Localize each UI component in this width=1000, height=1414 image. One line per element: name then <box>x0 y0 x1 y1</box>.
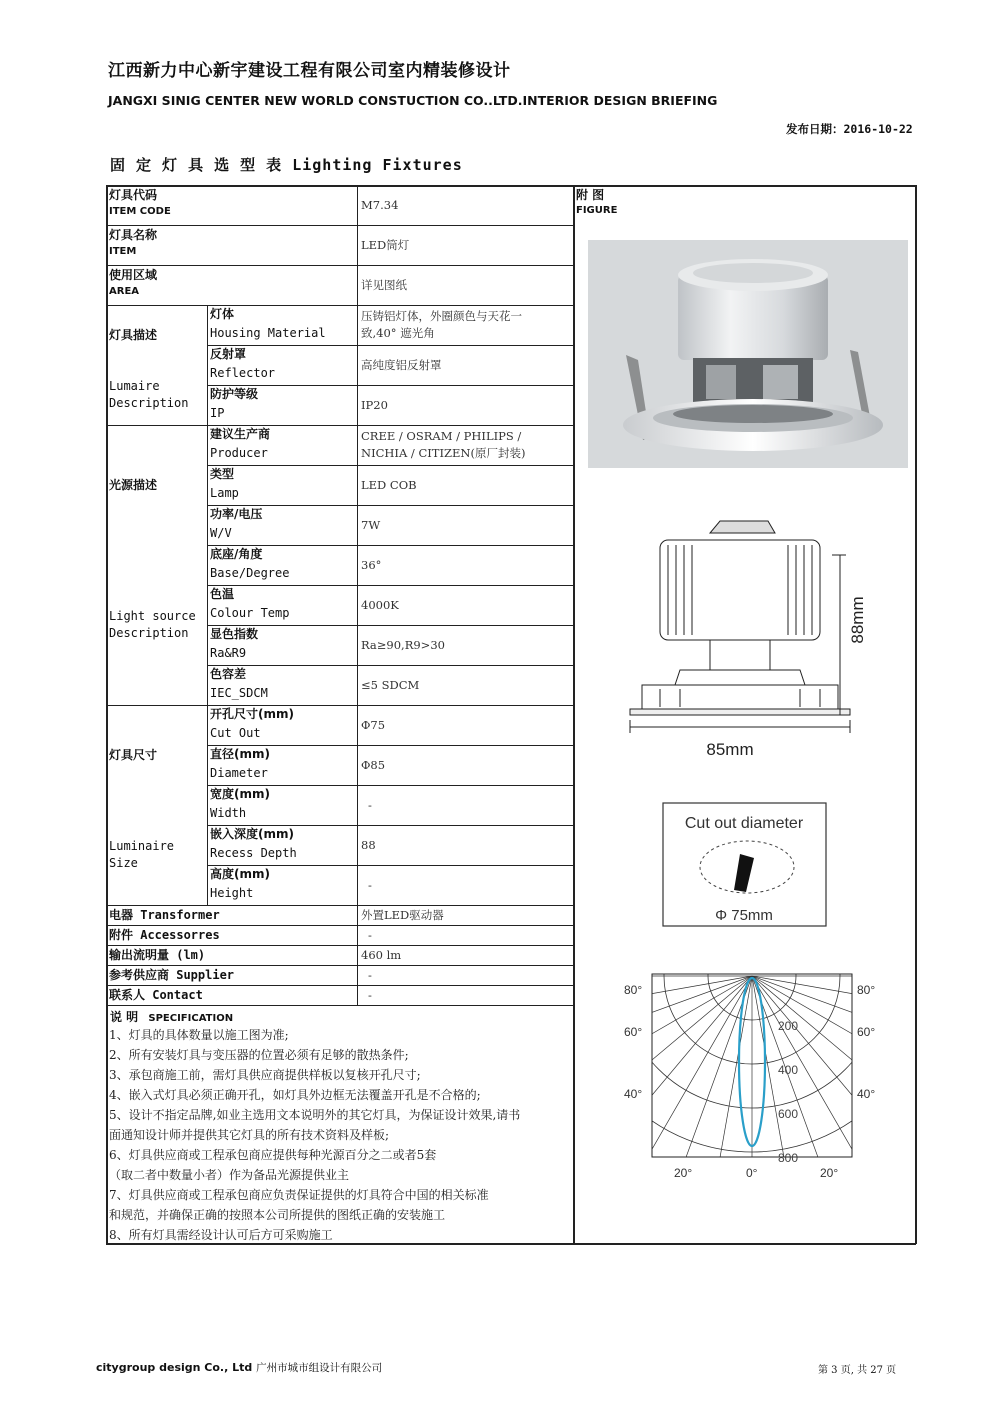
note-line: 面通知设计师并提供其它灯具的所有技术资料及样板; <box>109 1128 390 1142</box>
figure-label <box>576 187 617 218</box>
product-photo <box>588 240 908 468</box>
ra-value: Ra≥90,R9>30 <box>361 638 445 652</box>
angle-label-left: 80° <box>624 983 643 997</box>
base-cn: 底座/角度 <box>210 547 263 561</box>
note-line: 和规范，并确保正确的按照本公司所提供的图纸正确的安装施工 <box>109 1208 446 1222</box>
power-value: 7W <box>361 518 381 532</box>
note-line: 6、灯具供应商或工程承包商应提供每种光源百分之二或者5套 <box>109 1148 437 1162</box>
recess-label <box>210 826 297 863</box>
polar-diagram <box>620 970 885 1185</box>
height-cn: 高度(mm) <box>210 867 270 881</box>
item-value: LED筒灯 <box>361 238 410 252</box>
polar-spoke <box>752 976 855 1185</box>
cutout-diagram-title: Cut out diameter <box>684 815 804 832</box>
radial-label: 800 <box>778 1151 799 1165</box>
lamp-label <box>210 466 239 503</box>
figure-cn: 附 图 <box>576 188 605 202</box>
width-cn: 宽度(mm) <box>210 787 270 801</box>
polar-spoke <box>620 976 752 1126</box>
supplier-label: 参考供应商 Supplier <box>109 968 235 982</box>
housing-value-line1: 压铸铝灯体，外圈颜色与天花一 <box>361 309 522 323</box>
ra-en: Ra&R9 <box>210 646 247 660</box>
notes-list <box>109 1025 575 1245</box>
polar-spoke <box>752 976 885 1126</box>
colour-label <box>210 586 289 623</box>
polar-ring <box>620 970 885 1152</box>
producer-en: Producer <box>210 446 268 460</box>
lamp-value: LED COB <box>361 478 417 492</box>
accessories-value: - <box>368 928 372 942</box>
notes-heading <box>110 1008 233 1025</box>
dimension-drawing <box>620 515 880 765</box>
diameter-value: Φ85 <box>361 758 386 772</box>
width-en: Width <box>210 806 247 820</box>
width-label <box>210 786 270 823</box>
base-en: Base/Degree <box>210 566 290 580</box>
lum-desc-en2: Description <box>109 396 189 410</box>
producer-value <box>361 428 525 462</box>
cutout-en: Cut Out <box>210 726 261 740</box>
polar-spoke <box>649 976 752 1185</box>
light-desc-cn: 光源描述 <box>109 478 158 492</box>
area-value: 详见图纸 <box>361 278 407 292</box>
sdcm-value: ≤5 SDCM <box>361 678 420 692</box>
area-cn: 使用区域 <box>109 268 158 282</box>
lum-desc-en1: Lumaire <box>109 379 160 393</box>
height-value: - <box>368 878 372 892</box>
polar-spoke <box>752 976 885 1185</box>
area-en: AREA <box>109 286 140 297</box>
radial-label: 400 <box>778 1063 799 1077</box>
polar-spoke <box>620 976 752 1169</box>
publish-date: 发布日期：2016-10-22 <box>786 122 913 136</box>
polar-spoke <box>620 976 752 1185</box>
light-desc-en1: Light source <box>109 609 196 623</box>
lum-desc-cn: 灯具描述 <box>109 328 158 342</box>
ra-cn: 显色指数 <box>210 627 259 641</box>
notes-heading-cn: 说 明 <box>110 1010 139 1024</box>
recess-cn: 嵌入深度(mm) <box>210 827 294 841</box>
lum-desc-en <box>109 378 188 412</box>
angle-label-left: 40° <box>624 1087 643 1101</box>
area-label <box>109 267 157 300</box>
supplier-value: - <box>368 968 372 982</box>
footer-company <box>96 1360 382 1375</box>
housing-cn: 灯体 <box>210 307 235 321</box>
housing-value <box>361 308 522 342</box>
transformer-value: 外置LED驱动器 <box>361 908 444 922</box>
footer-company-cn: 广州市城市组设计有限公司 <box>256 1362 383 1374</box>
angle-label-right: 60° <box>857 1025 876 1039</box>
figure-en: FIGURE <box>576 205 618 216</box>
producer-label <box>210 426 270 463</box>
radial-label: 200 <box>778 1019 799 1033</box>
power-cn: 功率/电压 <box>210 507 263 521</box>
ip-cn: 防护等级 <box>210 387 259 401</box>
note-line: （取二者中数量小者）作为备品光源提供业主 <box>109 1168 350 1182</box>
light-desc-en <box>109 608 196 642</box>
item-en: ITEM <box>109 246 137 257</box>
item-code-value: M7.34 <box>361 198 399 212</box>
base-value: 36° <box>361 558 382 572</box>
note-line: 3、承包商施工前，需灯具供应商提供样板以复核开孔尺寸; <box>109 1068 421 1082</box>
producer-cn: 建议生产商 <box>210 427 271 441</box>
producer-value-line2: NICHIA / CITIZEN(原厂封装) <box>361 446 526 460</box>
notes-heading-en: SPECIFICATION <box>148 1013 234 1024</box>
polar-spoke <box>620 976 752 1185</box>
item-label <box>109 227 157 260</box>
note-line: 2、所有安装灯具与变压器的位置必须有足够的散热条件; <box>109 1048 409 1062</box>
angle-label-bottom: 20° <box>674 1166 693 1180</box>
document-title-en: JANGXI SINIG CENTER NEW WORLD CONSTUCTION CO..LTD.INTERIOR DESIGN BRIEFING <box>108 93 718 108</box>
ra-label <box>210 626 258 663</box>
housing-label <box>210 306 326 343</box>
housing-value-line2: 致,40° 遮光角 <box>361 326 435 340</box>
note-line: 4、嵌入式灯具必须正确开孔，如灯具外边框无法覆盖开孔是不合格的; <box>109 1088 481 1102</box>
width-value: - <box>368 798 372 812</box>
height-label <box>210 866 270 903</box>
contact-label: 联系人 Contact <box>109 988 203 1002</box>
angle-label-right: 80° <box>857 983 876 997</box>
sdcm-label <box>210 666 268 703</box>
footer-company-en: citygroup design Co., Ltd <box>96 1361 253 1374</box>
radial-label: 600 <box>778 1107 799 1121</box>
item-cn: 灯具名称 <box>109 228 158 242</box>
colour-en: Colour Temp <box>210 606 290 620</box>
angle-label-right: 40° <box>857 1087 876 1101</box>
dim-height-label: 88mm <box>848 596 867 644</box>
polar-spoke <box>752 976 885 1185</box>
item-code-cn: 灯具代码 <box>109 188 158 202</box>
note-line: 1、灯具的具体数量以施工图为准; <box>109 1028 289 1042</box>
polar-grid <box>620 970 885 1185</box>
lumen-value: 460 lm <box>361 948 402 962</box>
reflector-en: Reflector <box>210 366 276 380</box>
note-line: 5、设计不指定品牌,如业主选用文本说明外的其它灯具，为保证设计效果,请书 <box>109 1108 521 1122</box>
ip-en: IP <box>210 406 225 420</box>
light-desc-en2: Description <box>109 626 189 640</box>
colour-value: 4000K <box>361 598 399 612</box>
size-en2: Size <box>109 856 138 870</box>
cutout-diagram <box>662 802 827 927</box>
size-en <box>109 838 174 872</box>
reflector-label <box>210 346 275 383</box>
page-number: 第 3 页, 共 27 页 <box>818 1365 897 1376</box>
height-en: Height <box>210 886 254 900</box>
angle-label-bottom: 20° <box>820 1166 839 1180</box>
angle-label-left: 60° <box>624 1025 643 1039</box>
power-label <box>210 506 262 543</box>
ip-label <box>210 386 258 423</box>
angle-label-bottom: 0° <box>746 1166 758 1180</box>
diameter-en: Diameter <box>210 766 268 780</box>
note-line: 8、所有灯具需经设计认可后方可采购施工 <box>109 1228 333 1242</box>
base-label <box>210 546 289 583</box>
item-code-en: ITEM CODE <box>109 206 171 217</box>
dim-width-label: 85mm <box>706 740 754 759</box>
lumen-label: 输出流明量 (lm) <box>109 948 206 962</box>
note-line: 7、灯具供应商或工程承包商应负责保证提供的灯具符合中国的相关标准 <box>109 1188 489 1202</box>
transformer-label: 电器 Transformer <box>109 908 220 922</box>
size-en1: Luminaire <box>109 839 175 853</box>
reflector-value: 高纯度铝反射罩 <box>361 358 442 372</box>
sdcm-en: IEC_SDCM <box>210 686 268 700</box>
ip-value: IP20 <box>361 398 388 412</box>
document-title-cn: 江西新力中心新宇建设工程有限公司室内精装修设计 <box>108 61 511 81</box>
polar-spoke <box>752 976 885 1169</box>
producer-value-line1: CREE / OSRAM / PHILIPS / <box>361 429 522 443</box>
cutout-cn: 开孔尺寸(mm) <box>210 707 294 721</box>
sdcm-cn: 色容差 <box>210 667 247 681</box>
cutout-value: Φ75 <box>361 718 386 732</box>
lamp-en: Lamp <box>210 486 239 500</box>
diameter-label <box>210 746 270 783</box>
item-code-label <box>109 187 171 220</box>
contact-value: - <box>368 988 372 1002</box>
recess-en: Recess Depth <box>210 846 297 860</box>
section-heading: 固 定 灯 具 选 型 表 Lighting Fixtures <box>110 156 463 174</box>
diameter-cn: 直径(mm) <box>210 747 270 761</box>
colour-cn: 色温 <box>210 587 235 601</box>
lamp-cn: 类型 <box>210 467 235 481</box>
cutout-label <box>210 706 294 743</box>
accessories-label: 附件 Accessorres <box>109 928 220 942</box>
size-cn: 灯具尺寸 <box>109 748 158 762</box>
reflector-cn: 反射罩 <box>210 347 247 361</box>
housing-en: Housing Material <box>210 326 326 340</box>
recess-value: 88 <box>361 838 376 852</box>
cutout-diagram-value: Φ 75mm <box>715 907 773 924</box>
power-en: W/V <box>210 526 232 540</box>
